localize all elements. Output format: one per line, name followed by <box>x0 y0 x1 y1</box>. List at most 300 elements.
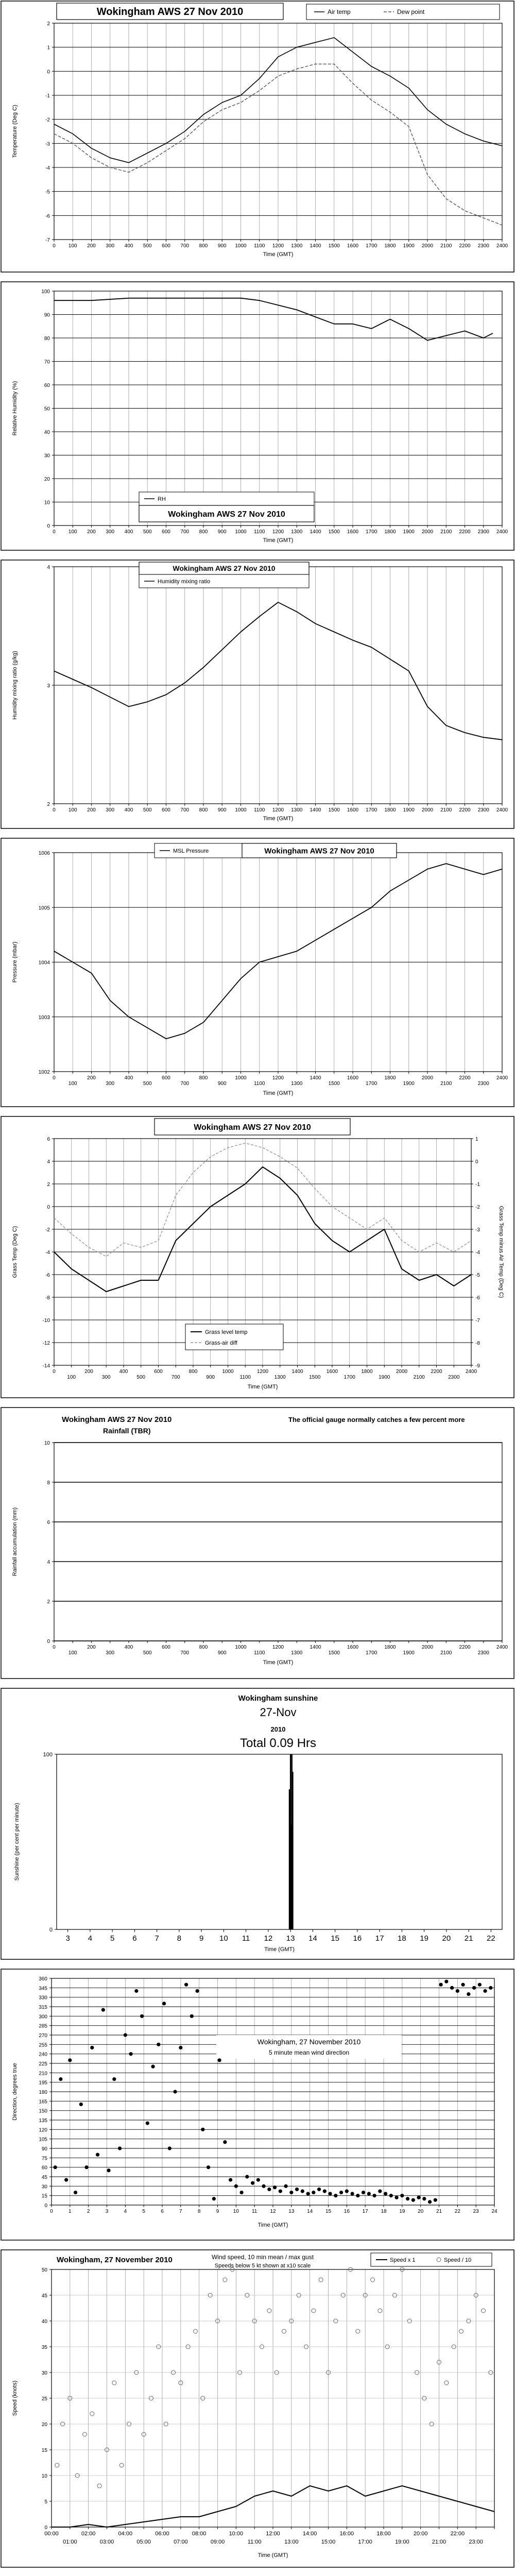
x-tick-label: 4 <box>88 1934 93 1943</box>
x-tick-label: 1000 <box>235 807 247 813</box>
x-tick-label: 23 <box>473 2209 479 2214</box>
chart-title: Wokingham, 27 November 2010 <box>257 2038 361 2046</box>
direction-point <box>140 2014 144 2018</box>
x-tick-label: 15:00 <box>321 2539 336 2545</box>
y-tick-label: 345 <box>39 1986 47 1992</box>
x-tick-label: 15 <box>325 2209 332 2214</box>
direction-point <box>84 2165 88 2169</box>
x-tick-label: 0 <box>53 807 56 813</box>
y2-tick-label: 0 <box>475 1159 478 1165</box>
y-tick-label: 4 <box>47 565 50 570</box>
x-tick-label: 13 <box>288 2209 295 2214</box>
x-tick-label: 8 <box>177 1934 182 1943</box>
direction-point <box>306 2192 310 2195</box>
direction-point <box>411 2198 415 2202</box>
y-tick-label: 210 <box>39 2071 47 2077</box>
y-tick-label: 135 <box>39 2118 47 2124</box>
direction-point <box>367 2192 371 2195</box>
x-tick-label: 2100 <box>440 807 452 813</box>
y-tick-label: 20 <box>41 2422 47 2428</box>
direction-point <box>273 2185 277 2189</box>
x-tick-label: 1300 <box>291 1081 303 1087</box>
x-tick-label: 0 <box>53 1075 56 1081</box>
x-tick-label: 1900 <box>403 1650 415 1656</box>
y2-tick-label: -3 <box>475 1227 480 1233</box>
x-tick-label: 2100 <box>440 1650 452 1656</box>
direction-point <box>107 2168 110 2172</box>
direction-point <box>384 2192 387 2195</box>
x-tick-label: 2100 <box>440 529 452 535</box>
temperature-chart <box>0 0 515 273</box>
y-tick-label: 0 <box>47 69 50 75</box>
direction-point <box>146 2122 149 2125</box>
direction-point <box>201 2128 204 2131</box>
y-tick-label: 1002 <box>38 1070 50 1075</box>
x-tick-label: 1400 <box>310 1645 321 1650</box>
x-tick-label: 1400 <box>291 1369 303 1375</box>
y-tick-label: 300 <box>39 2014 47 2020</box>
y-tick-label: 150 <box>39 2108 47 2114</box>
y-axis-label: Pressure (mbar) <box>12 941 18 983</box>
direction-point <box>173 2090 177 2093</box>
sunshine-chart-panel <box>0 1687 515 1960</box>
direction-point <box>289 2191 293 2194</box>
direction-point <box>245 2175 249 2178</box>
chart-title: Wokingham AWS 27 Nov 2010 <box>173 564 276 573</box>
direction-point <box>461 1983 465 1987</box>
x-tick-label: 1500 <box>328 529 340 535</box>
direction-point <box>434 2198 437 2202</box>
direction-point <box>439 1983 442 1987</box>
y-tick-label: -4 <box>45 1250 50 1256</box>
x-tick-label: 400 <box>119 1369 128 1375</box>
direction-point <box>345 2190 349 2193</box>
x-tick-label: 13:00 <box>284 2539 299 2545</box>
y-tick-label: 90 <box>41 2146 47 2152</box>
y-tick-label: 165 <box>39 2099 47 2105</box>
x-tick-label: 24 <box>491 2209 497 2214</box>
direction-point <box>372 2194 376 2197</box>
x-tick-label: 1700 <box>344 1375 355 1380</box>
x-tick-label: 05:00 <box>136 2539 151 2545</box>
y-tick-label: 2 <box>47 1599 50 1605</box>
x-tick-label: 1300 <box>291 807 303 813</box>
x-tick-label: 300 <box>106 1081 115 1087</box>
x-tick-label: 2000 <box>421 1645 434 1650</box>
y-tick-label: 60 <box>41 2165 47 2171</box>
x-tick-label: 200 <box>87 1645 96 1650</box>
y-tick-label: 0 <box>47 1205 50 1210</box>
x-tick-label: 6 <box>132 1934 137 1943</box>
x-tick-label: 2400 <box>465 1369 477 1375</box>
x-tick-label: 1400 <box>310 529 321 535</box>
x-tick-label: 2 <box>87 2209 90 2214</box>
x-tick-label: 700 <box>180 1650 190 1656</box>
x-tick-label: 1300 <box>291 243 303 249</box>
direction-point <box>64 2178 68 2182</box>
direction-point <box>223 2140 227 2144</box>
y2-tick-label: -4 <box>475 1250 480 1256</box>
direction-point <box>317 2188 321 2191</box>
y-tick-label: 45 <box>41 2293 47 2299</box>
x-tick-label: 1900 <box>403 243 415 249</box>
x-tick-label: 900 <box>217 1081 227 1087</box>
x-tick-label: 100 <box>68 243 77 249</box>
y-tick-label: 1005 <box>38 905 50 911</box>
direction-point <box>239 2191 243 2194</box>
direction-point <box>195 1989 199 1993</box>
y-tick-label: 2 <box>47 802 50 807</box>
x-axis-label: Time (GMT) <box>258 2552 288 2558</box>
x-tick-label: 600 <box>162 529 170 535</box>
chart-frame <box>1 2250 514 2567</box>
x-axis-label: Time (GMT) <box>263 537 294 544</box>
chart-frame <box>1 1116 514 1398</box>
y-tick-label: 3 <box>47 683 50 689</box>
direction-point <box>101 2008 105 2012</box>
x-tick-label: 0 <box>53 529 56 535</box>
x-tick-label: 1100 <box>253 1081 265 1087</box>
x-tick-label: 500 <box>143 1081 152 1087</box>
legend-label: RH <box>158 496 166 502</box>
x-tick-label: 1200 <box>272 529 284 535</box>
y-tick-label: 60 <box>44 383 50 388</box>
x-tick-label: 4 <box>124 2209 127 2214</box>
x-tick-label: 300 <box>106 529 115 535</box>
y2-tick-label: -6 <box>475 1295 480 1301</box>
x-tick-label: 1800 <box>384 1645 396 1650</box>
x-tick-label: 2400 <box>496 1075 508 1081</box>
x-tick-label: 2200 <box>431 1369 442 1375</box>
y-tick-label: 0 <box>47 1639 50 1645</box>
direction-point <box>79 2103 83 2106</box>
x-tick-label: 16 <box>353 1934 362 1943</box>
x-tick-label: 1900 <box>403 1081 415 1087</box>
x-tick-label: 2000 <box>396 1369 408 1375</box>
chart-title: Wokingham AWS 27 Nov 2010 <box>96 6 244 18</box>
y-tick-label: -12 <box>42 1341 50 1346</box>
x-tick-label: 2100 <box>440 243 452 249</box>
x-tick-label: 800 <box>199 243 208 249</box>
x-tick-label: 02:00 <box>81 2531 96 2537</box>
x-tick-label: 1600 <box>347 1645 359 1650</box>
y-tick-label: 2 <box>47 21 50 27</box>
direction-point <box>279 2190 282 2193</box>
x-tick-label: 100 <box>68 1650 77 1656</box>
year-label: 2010 <box>270 1725 286 1733</box>
y-tick-label: 1004 <box>38 960 50 966</box>
x-tick-label: 1600 <box>347 529 359 535</box>
y-tick-label: 100 <box>41 289 50 295</box>
wind-speed-chart-panel <box>0 2249 515 2568</box>
direction-point <box>428 2200 432 2204</box>
y-tick-label: 25 <box>41 2396 47 2402</box>
legend-label: Speed x 1 <box>390 2257 416 2263</box>
direction-point <box>267 2188 271 2191</box>
direction-point <box>444 1980 448 1984</box>
direction-point <box>207 2165 210 2169</box>
x-tick-label: 900 <box>206 1375 215 1380</box>
x-tick-label: 200 <box>87 529 96 535</box>
y-tick-label: 360 <box>39 1976 47 1982</box>
direction-point <box>234 2184 238 2188</box>
x-tick-label: 2000 <box>421 807 434 813</box>
x-tick-label: 19 <box>399 2209 405 2214</box>
mixing-ratio-chart <box>0 559 515 829</box>
direction-point <box>162 2002 166 2005</box>
x-tick-label: 21:00 <box>432 2539 447 2545</box>
x-tick-label: 1700 <box>366 1650 377 1656</box>
y-axis-label: Relative Humidity (%) <box>12 381 18 436</box>
direction-point <box>472 1986 476 1990</box>
wind-speed-chart <box>0 2249 515 2568</box>
y-tick-label: -2 <box>45 117 50 123</box>
x-tick-label: 1400 <box>310 1075 321 1081</box>
legend-label: Speed / 10 <box>444 2257 472 2263</box>
x-tick-label: 500 <box>143 807 152 813</box>
x-tick-label: 1500 <box>328 1650 340 1656</box>
x-tick-label: 17:00 <box>358 2539 372 2545</box>
direction-point <box>251 2181 254 2185</box>
direction-point <box>59 2077 62 2081</box>
x-tick-label: 12 <box>270 2209 276 2214</box>
x-tick-label: 0 <box>53 243 56 249</box>
date-label: 27-Nov <box>260 1706 297 1719</box>
x-tick-label: 2200 <box>459 243 471 249</box>
mixing-ratio-chart-panel <box>0 559 515 829</box>
y-tick-label: 50 <box>41 2267 47 2273</box>
x-tick-label: 200 <box>87 1075 96 1081</box>
x-tick-label: 800 <box>199 1075 208 1081</box>
x-tick-label: 1900 <box>379 1375 390 1380</box>
x-tick-label: 500 <box>143 529 152 535</box>
x-tick-label: 200 <box>87 807 96 813</box>
y-tick-label: 270 <box>39 2033 47 2039</box>
total-label: Total 0.09 Hrs <box>239 1736 317 1750</box>
x-tick-label: 1500 <box>328 807 340 813</box>
rainfall-chart <box>0 1406 515 1680</box>
legend-box <box>371 2253 492 2266</box>
x-tick-label: 2400 <box>496 807 508 813</box>
y-tick-label: -2 <box>45 1227 50 1233</box>
x-tick-label: 2400 <box>496 1645 508 1650</box>
x-tick-label: 2300 <box>477 529 489 535</box>
x-tick-label: 3 <box>105 2209 109 2214</box>
legend-label: Grass level temp <box>205 1329 248 1335</box>
x-tick-label: 1400 <box>310 807 321 813</box>
x-tick-label: 10:00 <box>229 2531 244 2537</box>
y-tick-label: -7 <box>45 238 50 243</box>
x-tick-label: 400 <box>124 243 133 249</box>
x-tick-label: 1900 <box>403 807 415 813</box>
wind-direction-chart <box>0 1968 515 2241</box>
y-tick-label: 0 <box>44 2525 47 2531</box>
x-tick-label: 1500 <box>328 243 340 249</box>
y-tick-label: 45 <box>41 2175 47 2180</box>
x-tick-label: 300 <box>106 1650 115 1656</box>
x-tick-label: 1100 <box>253 807 265 813</box>
chart-frame <box>1 1688 514 1959</box>
x-tick-label: 6 <box>161 2209 164 2214</box>
y-tick-label: 2 <box>47 1182 50 1188</box>
chart-title: Wokingham AWS 27 Nov 2010 <box>62 1415 172 1424</box>
x-tick-label: 1100 <box>253 1650 265 1656</box>
direction-point <box>301 2190 304 2193</box>
y-tick-label: 4 <box>47 1159 50 1165</box>
x-tick-label: 2300 <box>477 807 489 813</box>
x-tick-label: 100 <box>67 1375 76 1380</box>
y-tick-label: 120 <box>39 2127 47 2133</box>
x-tick-label: 13 <box>286 1934 295 1943</box>
y-tick-label: 6 <box>47 1520 50 1526</box>
x-tick-label: 600 <box>162 1075 170 1081</box>
y2-axis-label: Grass Temp minus Air Temp (Deg C) <box>498 1206 504 1298</box>
direction-point <box>450 1986 454 1990</box>
x-tick-label: 1500 <box>309 1375 321 1380</box>
y-tick-label: 315 <box>39 2005 47 2010</box>
y-axis-label: Temperature (Deg C) <box>12 105 18 158</box>
x-tick-label: 1600 <box>347 807 359 813</box>
x-tick-label: 5 <box>142 2209 145 2214</box>
x-tick-label: 0 <box>50 2209 53 2214</box>
chart-frame <box>1 560 514 828</box>
direction-point <box>394 2196 398 2199</box>
y-tick-label: 100 <box>43 1752 53 1758</box>
y-tick-label: 30 <box>44 453 50 459</box>
y-tick-label: 1006 <box>38 851 50 856</box>
x-tick-label: 15 <box>331 1934 339 1943</box>
x-tick-label: 20:00 <box>413 2531 428 2537</box>
x-tick-label: 03:00 <box>99 2539 114 2545</box>
direction-point <box>328 2192 332 2195</box>
x-tick-label: 1200 <box>272 1075 284 1081</box>
x-tick-label: 800 <box>188 1369 198 1375</box>
x-tick-label: 22:00 <box>450 2531 465 2537</box>
y-tick-label: 80 <box>44 336 50 342</box>
x-tick-label: 04:00 <box>118 2531 133 2537</box>
x-tick-label: 2400 <box>496 529 508 535</box>
x-tick-label: 100 <box>68 1081 77 1087</box>
x-tick-label: 600 <box>162 1645 170 1650</box>
x-tick-label: 900 <box>217 529 227 535</box>
x-tick-label: 22 <box>454 2209 460 2214</box>
x-axis-label: Time (GMT) <box>263 1090 294 1096</box>
y2-tick-label: -7 <box>475 1318 480 1324</box>
x-tick-label: 1700 <box>366 529 377 535</box>
x-tick-label: 11:00 <box>247 2539 262 2545</box>
x-tick-label: 1700 <box>366 243 377 249</box>
x-tick-label: 900 <box>217 243 227 249</box>
x-tick-label: 1200 <box>272 1645 284 1650</box>
x-tick-label: 1200 <box>272 807 284 813</box>
y-tick-label: -1 <box>45 93 50 99</box>
x-tick-label: 200 <box>84 1369 93 1375</box>
x-tick-label: 1300 <box>274 1375 286 1380</box>
y2-tick-label: -2 <box>475 1205 480 1210</box>
x-axis-label: Time (GMT) <box>263 816 294 822</box>
y-tick-label: 40 <box>44 430 50 435</box>
y-axis-label: Speed (knots) <box>12 2380 18 2416</box>
y-tick-label: 15 <box>41 2193 47 2199</box>
y-tick-label: 180 <box>39 2090 47 2095</box>
x-tick-label: 200 <box>87 243 96 249</box>
x-tick-label: 900 <box>217 807 227 813</box>
x-tick-label: 18 <box>381 2209 387 2214</box>
relative-humidity-chart <box>0 281 515 551</box>
x-tick-label: 0 <box>53 1645 56 1650</box>
x-axis-label: Time (GMT) <box>247 1384 278 1390</box>
chart-title: Wokingham sunshine <box>238 1694 318 1703</box>
x-tick-label: 1600 <box>347 243 359 249</box>
x-tick-label: 700 <box>180 243 190 249</box>
x-tick-label: 400 <box>124 1075 133 1081</box>
x-tick-label: 500 <box>136 1375 146 1380</box>
y-axis-label: Rainfall accumulation (mm) <box>12 1507 18 1577</box>
x-tick-label: 1000 <box>235 1645 247 1650</box>
x-tick-label: 2000 <box>421 243 434 249</box>
chart-frame <box>1 1 514 272</box>
direction-point <box>168 2146 171 2150</box>
x-tick-label: 1000 <box>235 529 247 535</box>
x-tick-label: 7 <box>179 2209 182 2214</box>
x-axis-label: Time (GMT) <box>263 251 294 258</box>
y-tick-label: -3 <box>45 141 50 147</box>
chart-frame <box>1 1408 514 1679</box>
x-tick-label: 1 <box>68 2209 72 2214</box>
x-tick-label: 2300 <box>448 1375 460 1380</box>
x-tick-label: 2200 <box>459 1075 471 1081</box>
y-tick-label: 1003 <box>38 1014 50 1021</box>
x-tick-label: 12:00 <box>266 2531 280 2537</box>
x-tick-label: 1600 <box>347 1075 359 1081</box>
x-tick-label: 2400 <box>496 243 508 249</box>
wind-direction-chart-panel <box>0 1968 515 2241</box>
direction-point <box>400 2194 404 2197</box>
x-tick-label: 300 <box>106 807 115 813</box>
x-tick-label: 14:00 <box>302 2531 317 2537</box>
direction-point <box>478 1983 482 1987</box>
y-tick-label: 285 <box>39 2023 47 2029</box>
direction-point <box>129 2052 132 2056</box>
direction-point <box>295 2188 299 2191</box>
x-tick-label: 5 <box>110 1934 115 1943</box>
y-tick-label: -5 <box>45 189 50 195</box>
x-tick-label: 1800 <box>384 529 396 535</box>
x-tick-label: 700 <box>171 1375 180 1380</box>
x-tick-label: 800 <box>199 529 208 535</box>
x-tick-label: 500 <box>143 1650 152 1656</box>
chart-note: Speeds below 5 kt shown at x10 scale <box>214 2263 311 2269</box>
x-tick-label: 1900 <box>403 529 415 535</box>
x-tick-label: 700 <box>180 807 190 813</box>
x-tick-label: 1800 <box>384 807 396 813</box>
x-tick-label: 500 <box>143 243 152 249</box>
chart-title: Wokingham AWS 27 Nov 2010 <box>168 510 285 519</box>
direction-point <box>90 2046 94 2049</box>
x-tick-label: 1100 <box>253 529 265 535</box>
x-tick-label: 9 <box>216 2209 219 2214</box>
y2-tick-label: 1 <box>475 1137 478 1142</box>
y-tick-label: 75 <box>41 2156 47 2162</box>
x-tick-label: 700 <box>180 1081 190 1087</box>
direction-point <box>456 1989 459 1993</box>
x-tick-label: 20 <box>418 2209 424 2214</box>
x-tick-label: 1300 <box>291 1650 303 1656</box>
x-tick-label: 10 <box>219 1934 228 1943</box>
direction-point <box>334 2194 337 2197</box>
direction-point <box>256 2178 260 2182</box>
x-tick-label: 1600 <box>326 1369 338 1375</box>
